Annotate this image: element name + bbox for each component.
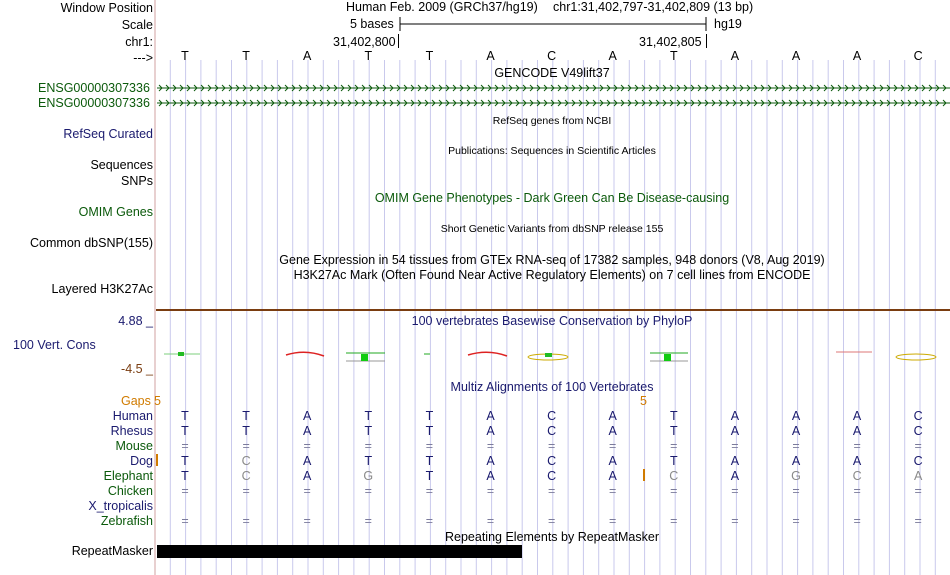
aligned-base: T [181, 424, 189, 438]
reference-base: T [242, 49, 250, 63]
aligned-base: A [303, 454, 312, 468]
species-label[interactable]: Chicken [107, 484, 153, 498]
aligned-base: = [792, 514, 800, 528]
gencode-gene-1[interactable]: ENSG00000307336 [38, 81, 150, 95]
aligned-base: C [913, 454, 923, 468]
aligned-base: = [425, 484, 434, 498]
dbsnp-label[interactable]: Common dbSNP(155) [30, 236, 153, 250]
aligned-base: T [364, 409, 373, 423]
reference-base: T [425, 49, 434, 63]
aligned-base: T [425, 409, 434, 423]
aligned-base: = [609, 439, 617, 453]
aligned-base: C [547, 454, 557, 468]
aligned-base: G [363, 469, 374, 483]
aligned-base: = [914, 484, 922, 498]
coord-left: 31,402,800 [333, 35, 396, 49]
reference-base: A [730, 49, 740, 63]
aligned-base: T [364, 454, 373, 468]
aligned-base: = [853, 484, 861, 498]
reference-base: T [181, 49, 189, 63]
aligned-base: A [608, 469, 617, 483]
multiz-track-title: Multiz Alignments of 100 Vertebrates [450, 380, 654, 394]
aligned-base: C [547, 424, 557, 438]
aligned-base: = [181, 514, 189, 528]
phylop-track-title: 100 vertebrates Basewise Conservation by PhyloP [411, 314, 693, 328]
aligned-base: A [303, 424, 312, 438]
aligned-base: = [242, 439, 250, 453]
aligned-base: A [730, 469, 740, 483]
repeatmasker-element-block[interactable] [157, 545, 522, 558]
aligned-base: A [914, 469, 923, 483]
position-text[interactable]: chr1:31,402,797-31,402,809 (13 bp) [553, 0, 754, 14]
omim-track-title: OMIM Gene Phenotypes - Dark Green Can Be Disease-causing [374, 191, 730, 205]
aligned-base: T [669, 454, 678, 468]
aligned-base: = [792, 439, 800, 453]
aligned-base: C [852, 469, 862, 483]
sequences-label[interactable]: Sequences [90, 158, 153, 172]
aligned-base: = [731, 484, 739, 498]
aligned-base: = [853, 514, 861, 528]
aligned-base: = [670, 514, 678, 528]
reference-base: C [547, 49, 557, 63]
aligned-base: A [486, 454, 495, 468]
assembly-title: Human Feb. 2009 (GRCh37/hg19) [346, 0, 538, 14]
reference-base: A [852, 49, 862, 63]
window-position-label: Window Position [60, 1, 153, 15]
aligned-base: = [303, 439, 311, 453]
repeatmasker-track-title: Repeating Elements by RepeatMasker [444, 530, 660, 544]
aligned-base: C [547, 469, 557, 483]
aligned-base: = [242, 484, 250, 498]
aligned-base: = [303, 514, 311, 528]
aligned-base: T [425, 424, 434, 438]
reference-base: C [913, 49, 923, 63]
reference-base: A [608, 49, 617, 63]
aligned-base: A [486, 424, 495, 438]
species-label[interactable]: X_tropicalis [88, 499, 153, 513]
aligned-base: A [303, 409, 312, 423]
aligned-base: A [303, 469, 312, 483]
aligned-base: = [914, 439, 922, 453]
aligned-base: = [364, 484, 372, 498]
sequences-track-title: Publications: Sequences in Scientific Articles [448, 145, 656, 157]
aligned-base: C [547, 409, 557, 423]
scale-label: Scale [121, 18, 153, 32]
aligned-base: = [303, 484, 311, 498]
aligned-base: A [486, 469, 495, 483]
aligned-base: = [364, 439, 372, 453]
aligned-base: = [181, 484, 189, 498]
aligned-base: T [181, 409, 189, 423]
gaps-count-left: 5 [154, 394, 161, 408]
reference-base: A [791, 49, 801, 63]
aligned-base: C [669, 469, 679, 483]
aligned-base: A [852, 409, 862, 423]
gaps-count-right: 5 [640, 394, 647, 408]
gaps-label: Gaps [121, 394, 151, 408]
aligned-base: C [913, 424, 923, 438]
reference-base: A [303, 49, 312, 63]
aligned-base: T [364, 424, 373, 438]
aligned-base: A [791, 409, 801, 423]
omim-label[interactable]: OMIM Genes [78, 205, 153, 219]
chr-label: chr1: [125, 35, 153, 49]
aligned-base: = [425, 514, 434, 528]
aligned-base: = [547, 484, 556, 498]
strand-arrow-label: ---> [133, 51, 153, 65]
phylop-max-label: 4.88 _ [118, 314, 153, 328]
aligned-base: A [791, 424, 801, 438]
aligned-base: = [364, 514, 372, 528]
gtex-track-title: Gene Expression in 54 tissues from GTEx RNA-seq of 17382 samples, 948 donors (V8, Aug 2019) [279, 253, 825, 267]
aligned-base: = [242, 514, 250, 528]
aligned-base: = [609, 484, 617, 498]
aligned-base: C [913, 409, 923, 423]
aligned-base: T [425, 454, 434, 468]
aligned-base: = [486, 514, 495, 528]
aligned-base: C [241, 469, 251, 483]
phylop-min-label: -4.5 _ [121, 362, 153, 376]
aligned-base: = [547, 514, 556, 528]
aligned-base: = [914, 514, 922, 528]
aligned-base: = [670, 439, 678, 453]
aligned-base: = [547, 439, 556, 453]
refseq-track-title: RefSeq genes from NCBI [492, 115, 612, 127]
aligned-base: T [242, 409, 250, 423]
aligned-base: = [731, 514, 739, 528]
elephant-gap-marker [643, 469, 645, 481]
reference-base: A [486, 49, 495, 63]
dog-gap-marker [156, 454, 158, 466]
species-label[interactable]: Human [112, 409, 153, 423]
aligned-base: = [731, 439, 739, 453]
species-label[interactable]: Rhesus [110, 424, 153, 438]
refseq-label[interactable]: RefSeq Curated [63, 127, 153, 141]
h3k27ac-label[interactable]: Layered H3K27Ac [51, 282, 153, 296]
repeatmasker-label[interactable]: RepeatMasker [71, 544, 153, 558]
aligned-base: = [792, 484, 800, 498]
aligned-base: T [669, 409, 678, 423]
aligned-base: A [608, 424, 617, 438]
reference-base: T [364, 49, 373, 63]
aligned-base: A [791, 454, 801, 468]
species-label[interactable]: Zebrafish [100, 514, 153, 528]
aligned-base: T [181, 454, 189, 468]
aligned-base: A [486, 409, 495, 423]
aligned-base: A [608, 409, 617, 423]
species-label[interactable]: Mouse [115, 439, 153, 453]
aligned-base: = [425, 439, 434, 453]
aligned-base: A [608, 454, 617, 468]
gencode-gene-2[interactable]: ENSG00000307336 [38, 96, 150, 110]
aligned-base: = [181, 439, 189, 453]
gencode-track-title: GENCODE V49lift37 [494, 66, 610, 80]
reference-base: T [669, 49, 678, 63]
aligned-base: T [181, 469, 189, 483]
db-text: hg19 [714, 17, 742, 31]
aligned-base: = [609, 514, 617, 528]
aligned-base: = [486, 484, 495, 498]
aligned-base: C [241, 454, 251, 468]
aligned-base: = [670, 484, 678, 498]
species-label[interactable]: Dog [130, 454, 153, 468]
cons-label[interactable]: 100 Vert. Cons [13, 338, 96, 352]
aligned-base: T [425, 469, 434, 483]
aligned-base: A [730, 454, 740, 468]
aligned-base: A [852, 424, 862, 438]
aligned-base: T [242, 424, 250, 438]
snps-label[interactable]: SNPs [121, 174, 153, 188]
species-label[interactable]: Elephant [103, 469, 153, 483]
aligned-base: = [853, 439, 861, 453]
aligned-base: G [791, 469, 801, 483]
dbsnp-track-title: Short Genetic Variants from dbSNP release 155 [440, 223, 664, 235]
coord-right: 31,402,805 [639, 35, 702, 49]
aligned-base: A [730, 424, 740, 438]
aligned-base: = [486, 439, 495, 453]
aligned-base: T [669, 424, 678, 438]
h3k27ac-track-title: H3K27Ac Mark (Often Found Near Active Regulatory Elements) on 7 cell lines from ENCODE [293, 268, 811, 282]
aligned-base: A [730, 409, 740, 423]
scale-text: 5 bases [350, 17, 394, 31]
aligned-base: A [852, 454, 862, 468]
